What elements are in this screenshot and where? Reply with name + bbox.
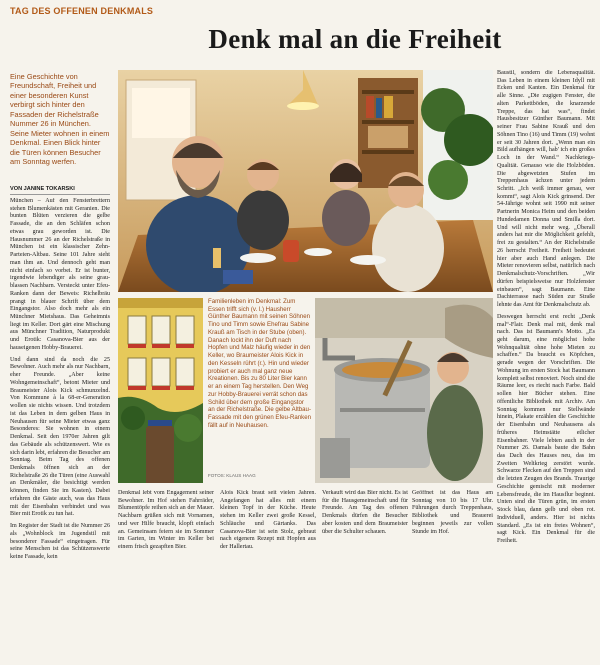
text-column-left [10, 198, 110, 658]
text-column-mid-b [220, 490, 316, 660]
paragraph: Denkmal lebt vom Engagement seiner Bewohner. Im Hof stehen Fahrräder, Blumentöpfe reihen sich an der Mauer. Nachbarn grüßen sich mit Vornamen, und wer Hilfe braucht, klopft einfach an. Gemeinsam feiern sie im Sommer im Garten, im Winter im Keller bei einem frisch gezapften Bier. [118, 490, 214, 551]
headline: Denk mal an die Freiheit [208, 24, 502, 54]
text-column-right [497, 70, 595, 660]
paragraph: Im Register der Stadt ist die Nummer 26 als „Wohnblock im Jugendstil mit besonderer Fassade“ eingetragen. Für seine Menschen ist das Schützenswerte keine Fassade, kein [10, 523, 110, 561]
author-byline: VON JANINE TOKARSKI [10, 186, 110, 195]
photo-caption: Familienleben im Denkmal: Zum Essen trifft sich (v. l.) Hausherr Günther Baumann mit seinen Söhnen Tino und Timm sowie Ehefrau Sabine Krauß am Tisch in der Stube (oben). Danach lockt ihn der Duft nach Hopfen und Malz häufig wieder in den Keller, wo Braumeister Alois Kick in den Kesseln rührt (r.). Hin und wieder probiert er auch mal ganz neue Kreationen. Bis zu 80 Liter Bier kann er an einem Tag herstellen. Den Weg zur Hobby-Brauerei verrät schon das Schild über dem große Eingangstor an der Richelstraße. Die gelbe Altbau-Fassade mit den grünen Efeu-Ranken fällt auf in Neuhausen. [208, 298, 311, 429]
paragraph: Und dann sind da noch die 25 Bewohner. Auch mehr als nur Nachbarn, eher Freunde. „Aber keine Wohngemeinschaft“, betont Mieter und Braumeister Alois Kick schmunzelnd. Von Kommune à la 68-er-Generation wollen sie nichts wissen. Und trotzdem ist das Leben in dem gelben Haus in Neuhausen für seine Mieter etwas ganz Besonderes: Sie wohnen in einem Denkmal. Seit den 1970er Jahren gilt das Gebäude als schützenswert. Wie es sich darin lebt, erfahren die Besucher am Sonntag. Beim Tag des offenen Denkmals öffnen sich an der Richelstraße 26 die Türen (eine Auswahl an Denkmäler, die besichtigt werden können, finden Sie im Kasten). Dabei erfahren die Gäste auch, was das Haus mit der Eisenbahn verbindet und was Bier mit Erotik zu tun hat. [10, 356, 110, 518]
paragraph: Geöffnet ist das Haus am Sonntag von 10 bis 17 Uhr. Führungen durch Treppenhaus, Bibliothek und Brauerei beginnen jeweils zur vollen Stunde im Hof. [412, 490, 493, 535]
text-column-mid-c [322, 490, 408, 660]
photo-brewery-kettle [315, 298, 493, 483]
photo-family-dinner [118, 70, 493, 292]
article-lead: Eine Geschichte von Freundschaft, Freiheit und einer besonderen Kunst verbirgt sich hinter den Fassaden der Richelstraße Nummer 26 in München. Seine Mieter wohnen in einem Denkmal. Einen Blick hinter die Türen können Besucher am Sonntag werfen. [10, 72, 110, 167]
section-rubric: TAG DES OFFENEN DENKMALS [10, 6, 154, 16]
paragraph: Baustil, sondern die Lebensqualität. Das Leben in einem kleinen Idyll mit Ecken und Kanten. Ein Denkmal für alle Sinne. „Die zugigen Fenster, die alten Parkettböden, die knarzende Treppe, das hat was“, findet Hausbesitzer Günther Baumann. Mit seiner Frau Sabine Krauß und den Söhnen Tino (16) und Timm (19) wohnt er seit 30 Jahren dort. „Wenn man ein Bild aufhängen will, hab' ich ein großes Loch in der Wand.“ Nachkriegs-Qualität. Genauso wie die Holzböden. Die abgewetzten Stufen im Treppenhaus ächzen unter jedem Schritt. „Ich weiß immer genau, wer kommt“, sagt Alois Kick grinsend. Der 54-Jährige wohnt seit 1990 mit seiner Partnerin Monica Heim und den beiden Hundedamen Donna und Smilla dort. Und will nicht mehr weg. „Überall anders hat mir die Möglichkeit gefehlt, frei zu gestalten.“ An der Richelstraße 26 herrscht Freiheit. Freiheit bedeutet hier aber auch Hand anlegen. Die Mieter renovieren selbst, natürlich nach Denkmalschutz-Vorschriften. „Wir dürfen beispielsweise nur Holzfenster einbauen“, sagt Baumann. Eine Dachterrasse nach Süden zur Straße lehnte das Amt für Denkmalschutz ab. [497, 70, 595, 309]
text-column-mid-a [118, 490, 214, 660]
paragraph: Verkauft wird das Bier nicht. Es ist für die Hausgemeinschaft und für Freunde. Am Tag des offenen Denkmals dürfen die Besucher aber kosten und dem Braumeister über die Schulter schauen. [322, 490, 408, 535]
text-column-mid-d [412, 490, 493, 660]
paragraph: Alois Kick braut seit vielen Jahren. Angefangen hat alles mit einem kleinen Topf in der Küche. Heute stehen im Keller zwei große Kessel, Schläuche und Gärtanks. Das Casanova-Bier ist sein Stolz, gebraut nach eigenem Rezept mit Hopfen aus der Hallertau. [220, 490, 316, 551]
photo-house-facade [118, 298, 203, 483]
paragraph: Deswegen herrscht erst recht „Denk mal“-Flair. Denk mal mit, denk mal nach. Das ist Baumann's Motto. „Es geht darum, eine möglichst hohe Wohnqualität ohne hohe Mieten zu schaffen.“ Da braucht es Köpfchen, gerade wegen der Vorschriften. Die Wohnung im ersten Stock hat Baumann komplett selbst renoviert. Noch sind die Räume leer, es riecht nach Farbe. Bald sollen hier Bücher stehen. Eine öffentliche Bibliothek mit Archiv. Am Sonntag kommen nur Stellwände hinein, Plakate erzählen die Geschichte der Eisenbahn und Neuhausens als früheres Heimstätte etlicher Eisenbahner. Viele lebten auch in der Nummer 26. Damals baute die Bahn das Dach des Hauses neu, das im Zweiten Weltkrieg zerstört wurde. Schwarze Flecken auf den Treppen sind die letzten Zeugen des Brands. Traurige Geschichte gemischt mit moderner Lebensfreude, die im Hausflur beginnt. Unten sind die Türen grün, im ersten Stock blau, dann gelb und oben rot. Individuell, anders. Hier ist nichts Standard. „Es ist ein freies Wohnen“, sagt Kick. Ein Denkmal für die Freiheit. [497, 313, 595, 545]
paragraph: München – Auf den Fensterbrettern stehen Blumenkästen mit Geranien. Die bunten Blüten verzieren die gelbe Fassade, die an den Schläfen schon etwas grau geworden ist. Die Hausnummer 26 an der Richelstraße in München ist ein klassischer Zehn-Parteien-Altbau. Seine 101 Jahre sieht man ihm an. Und dennoch geht man nicht einfach so vorbei. Er ist bunter, irgendwie lebendiger als seine grau-blassen Nachbarn. Versteckt unter Efeu-Ranken dann der Beweis: Richelbräu prangt in blauer Schrift über dem Eingangstor. Also doch mehr als ein Münchner Mietshaus. Das Geheimnis liegt im Keller. Dort gärt eine Mischung aus Münchner Tradition, Naturprodukt und Erotik: Casanova-Bier aus der hauseigenen Hobby-Brauerei. [10, 198, 110, 351]
photo-credit: FOTOS: KLAUS HAAG [208, 473, 256, 478]
